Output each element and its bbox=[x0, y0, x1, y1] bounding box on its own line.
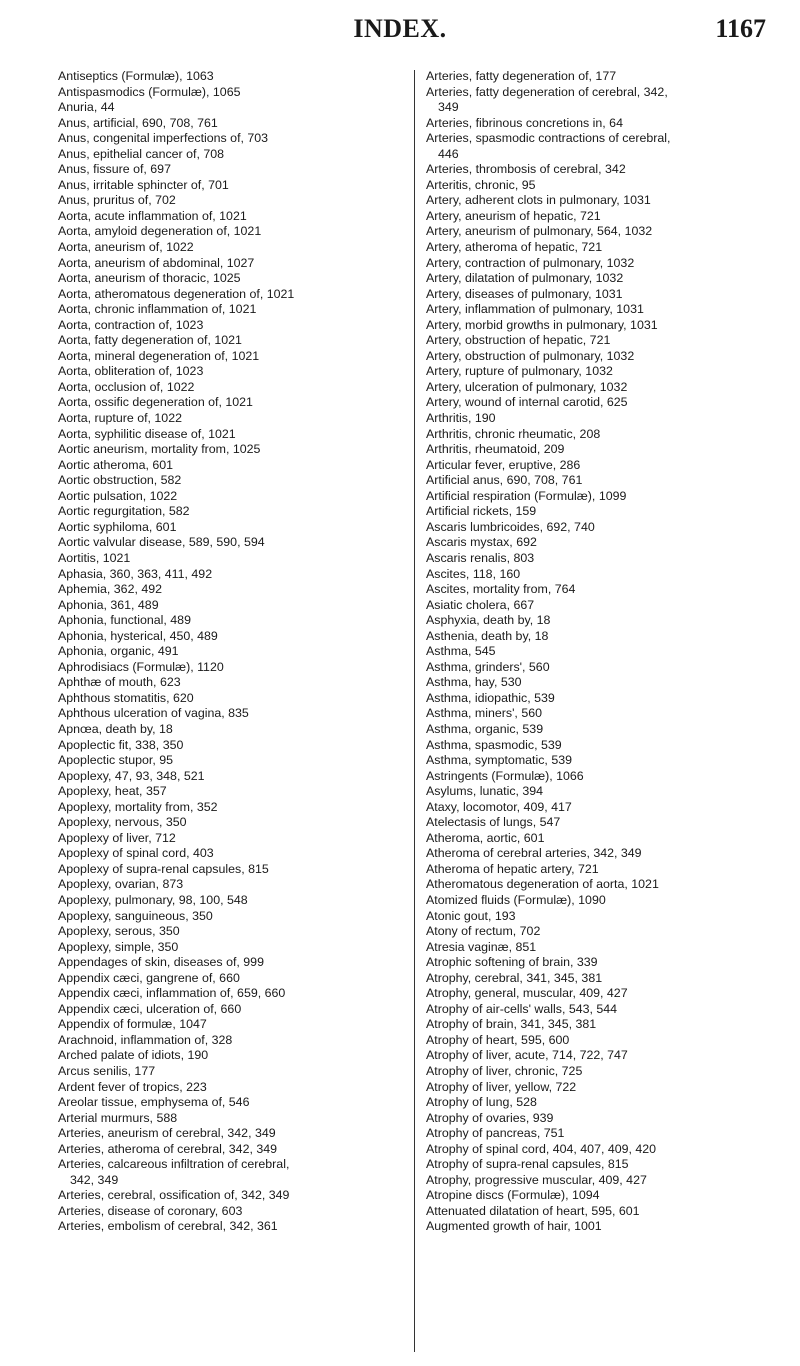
index-entry: Artery, contraction of pulmonary, 1032 bbox=[426, 255, 635, 270]
index-entry: Appendages of skin, diseases of, 999 bbox=[58, 955, 264, 970]
index-entry: Artery, obstruction of hepatic, 721 bbox=[426, 333, 611, 348]
index-entry: Apoplexy of spinal cord, 403 bbox=[58, 846, 214, 861]
index-entry: Ascites, mortality from, 764 bbox=[426, 582, 576, 597]
index-entry: Arteries, fatty degeneration of, 177 bbox=[426, 69, 617, 83]
index-entry: Arteries, embolism of cerebral, 342, 361 bbox=[58, 1219, 278, 1234]
index-entry: Aortic obstruction, 582 bbox=[58, 473, 182, 488]
index-entry: Artificial respiration (Formulæ), 1099 bbox=[426, 488, 627, 503]
index-entry: Apoplectic fit, 338, 350 bbox=[58, 737, 184, 752]
index-entry: Atheromatous degeneration of aorta, 1021 bbox=[426, 877, 659, 892]
index-entry: Aorta, amyloid degeneration of, 1021 bbox=[58, 224, 262, 239]
index-entry: Aortitis, 1021 bbox=[58, 550, 131, 565]
index-entry: Arteries, fatty degeneration of cerebral, 342, bbox=[426, 84, 668, 99]
page-title: INDEX. bbox=[353, 14, 447, 43]
index-entry: Artery, atheroma of hepatic, 721 bbox=[426, 240, 603, 255]
index-entry: Asphyxia, death by, 18 bbox=[426, 613, 551, 628]
index-entry: Asylums, lunatic, 394 bbox=[426, 784, 544, 799]
index-entry: Arachnoid, inflammation of, 328 bbox=[58, 1032, 233, 1047]
index-column-left bbox=[58, 69, 410, 1359]
index-entry: Arteries, atheroma of cerebral, 342, 349 bbox=[58, 1141, 278, 1156]
index-entry: Appendix cæci, inflammation of, 659, 660 bbox=[58, 986, 286, 1001]
index-entry: Anus, congenital imperfections of, 703 bbox=[58, 131, 269, 146]
index-entry: Astringents (Formulæ), 1066 bbox=[426, 768, 584, 783]
index-entry: Asthma, grinders', 560 bbox=[426, 659, 550, 674]
index-entry: Aphonia, organic, 491 bbox=[58, 644, 179, 659]
index-entry: Apoplexy, mortality from, 352 bbox=[58, 799, 218, 814]
index-entry: Aphonia, 361, 489 bbox=[58, 597, 159, 612]
index-entry: Aorta, mineral degeneration of, 1021 bbox=[58, 348, 260, 363]
index-entry: Aorta, contraction of, 1023 bbox=[58, 317, 204, 332]
index-entry: Anuria, 44 bbox=[58, 100, 115, 115]
page-number: 1167 bbox=[715, 14, 766, 43]
index-entry: Appendix of formulæ, 1047 bbox=[58, 1017, 207, 1032]
index-entry: Atrophy of lung, 528 bbox=[426, 1095, 537, 1110]
index-entry: Antispasmodics (Formulæ), 1065 bbox=[58, 84, 241, 99]
index-entry: Asthma, miners', 560 bbox=[426, 706, 542, 721]
index-entry: Aphonia, functional, 489 bbox=[58, 613, 191, 628]
index-entry: Atresia vaginæ, 851 bbox=[426, 939, 537, 954]
index-entry: Apoplexy of liver, 712 bbox=[58, 830, 176, 845]
index-entry: Augmented growth of hair, 1001 bbox=[426, 1219, 602, 1234]
page-header bbox=[0, 0, 800, 60]
index-entry: Areolar tissue, emphysema of, 546 bbox=[58, 1095, 250, 1110]
index-entry: Atonic gout, 193 bbox=[426, 908, 516, 923]
index-entry: Arteries, disease of coronary, 603 bbox=[58, 1203, 243, 1218]
index-entry: Artery, dilatation of pulmonary, 1032 bbox=[426, 271, 624, 286]
index-entry: Aorta, chronic inflammation of, 1021 bbox=[58, 302, 257, 317]
index-entry: Atropine discs (Formulæ), 1094 bbox=[426, 1188, 600, 1203]
index-entry: Atrophy of heart, 595, 600 bbox=[426, 1032, 570, 1047]
index-entry: Asthma, 545 bbox=[426, 644, 496, 659]
index-entry: Atrophy, progressive muscular, 409, 427 bbox=[426, 1172, 647, 1187]
index-entry: Artificial rickets, 159 bbox=[426, 504, 537, 519]
index-entry: Artery, adherent clots in pulmonary, 1031 bbox=[426, 193, 651, 208]
index-entry: Ascaris lumbricoides, 692, 740 bbox=[426, 519, 595, 534]
index-entry: Artery, rupture of pulmonary, 1032 bbox=[426, 364, 613, 379]
index-entry: Appendix cæci, gangrene of, 660 bbox=[58, 970, 240, 985]
index-entry: Atheroma of hepatic artery, 721 bbox=[426, 861, 599, 876]
index-entry: Artery, inflammation of pulmonary, 1031 bbox=[426, 302, 644, 317]
index-entry: Anus, artificial, 690, 708, 761 bbox=[58, 115, 218, 130]
index-entry: Asthma, idiopathic, 539 bbox=[426, 690, 555, 705]
index-entry: Apoplexy of supra-renal capsules, 815 bbox=[58, 861, 269, 876]
index-entry: Aortic regurgitation, 582 bbox=[58, 504, 190, 519]
index-entry: Atelectasis of lungs, 547 bbox=[426, 815, 561, 830]
index-entry: Apoplexy, pulmonary, 98, 100, 548 bbox=[58, 892, 248, 907]
index-entry: Asthma, hay, 530 bbox=[426, 675, 522, 690]
index-entry: Antiseptics (Formulæ), 1063 bbox=[58, 69, 214, 83]
index-entry: Apnœa, death by, 18 bbox=[58, 721, 173, 736]
index-entry: Aortic syphiloma, 601 bbox=[58, 519, 177, 534]
index-entry: Artery, ulceration of pulmonary, 1032 bbox=[426, 379, 628, 394]
index-entry: Apoplectic stupor, 95 bbox=[58, 753, 174, 768]
index-entry: Apoplexy, heat, 357 bbox=[58, 784, 167, 799]
index-column-right bbox=[426, 69, 776, 1359]
index-entry: Asthma, spasmodic, 539 bbox=[426, 737, 562, 752]
index-entry: Aorta, rupture of, 1022 bbox=[58, 411, 182, 426]
index-entry: Aorta, aneurism of, 1022 bbox=[58, 240, 194, 255]
index-entry: Atrophy of spinal cord, 404, 407, 409, 420 bbox=[426, 1141, 657, 1156]
index-entry: Aortic pulsation, 1022 bbox=[58, 488, 178, 503]
index-entry: Anus, fissure of, 697 bbox=[58, 162, 171, 177]
index-entry: Artery, aneurism of pulmonary, 564, 1032 bbox=[426, 224, 653, 239]
index-entry: Aorta, occlusion of, 1022 bbox=[58, 379, 195, 394]
index-entry: Ascites, 118, 160 bbox=[426, 566, 521, 581]
index-entry-continuation: 446 bbox=[438, 146, 459, 161]
index-entry: Anus, irritable sphincter of, 701 bbox=[58, 177, 229, 192]
index-entry: Attenuated dilatation of heart, 595, 601 bbox=[426, 1203, 640, 1218]
index-entry: Atony of rectum, 702 bbox=[426, 924, 541, 939]
index-entry: Artery, aneurism of hepatic, 721 bbox=[426, 208, 601, 223]
index-entry: Arteries, fibrinous concretions in, 64 bbox=[426, 115, 623, 130]
index-entry: Ardent fever of tropics, 223 bbox=[58, 1079, 207, 1094]
index-entry: Apoplexy, sanguineous, 350 bbox=[58, 908, 213, 923]
index-entry: Atrophy of air-cells' walls, 543, 544 bbox=[426, 1001, 618, 1016]
index-entry: Ascaris mystax, 692 bbox=[426, 535, 537, 550]
index-entry: Asthma, organic, 539 bbox=[426, 721, 544, 736]
index-entry: Apoplexy, serous, 350 bbox=[58, 924, 180, 939]
index-entry: Aortic valvular disease, 589, 590, 594 bbox=[58, 535, 265, 550]
index-entry: Articular fever, eruptive, 286 bbox=[426, 457, 581, 472]
index-entry: Anus, pruritus of, 702 bbox=[58, 193, 176, 208]
index-entry: Aphthous ulceration of vagina, 835 bbox=[58, 706, 249, 721]
index-entry: Artery, morbid growths in pulmonary, 1031 bbox=[426, 317, 658, 332]
index-entry: Aortic atheroma, 601 bbox=[58, 457, 174, 472]
index-entry: Aortic aneurism, mortality from, 1025 bbox=[58, 442, 261, 457]
index-entry: Arteries, spasmodic contractions of cerebral, bbox=[426, 131, 671, 146]
index-entry: Asiatic cholera, 667 bbox=[426, 597, 535, 612]
index-entry: Arcus senilis, 177 bbox=[58, 1064, 156, 1078]
index-entry: Aphrodisiacs (Formulæ), 1120 bbox=[58, 659, 224, 674]
index-entry-continuation: 342, 349 bbox=[70, 1172, 119, 1187]
index-entry: Apoplexy, nervous, 350 bbox=[58, 815, 187, 830]
index-entry: Arthritis, rheumatoid, 209 bbox=[426, 442, 565, 457]
index-entry: Atrophy of supra-renal capsules, 815 bbox=[426, 1157, 629, 1172]
index-entry: Aorta, atheromatous degeneration of, 1021 bbox=[58, 286, 295, 301]
index-entry: Aphemia, 362, 492 bbox=[58, 582, 163, 597]
index-entry: Aphonia, hysterical, 450, 489 bbox=[58, 628, 218, 643]
index-entry: Aorta, ossific degeneration of, 1021 bbox=[58, 395, 253, 410]
index-entry: Aorta, syphilitic disease of, 1021 bbox=[58, 426, 236, 441]
index-entry: Atrophy of pancreas, 751 bbox=[426, 1126, 565, 1141]
index-entry: Atrophy of liver, chronic, 725 bbox=[426, 1064, 583, 1078]
index-entry: Arterial murmurs, 588 bbox=[58, 1110, 178, 1125]
index-entry: Artificial anus, 690, 708, 761 bbox=[426, 473, 583, 488]
index-entry: Arthritis, 190 bbox=[426, 411, 496, 426]
column-divider bbox=[414, 70, 415, 1352]
index-entry: Aorta, acute inflammation of, 1021 bbox=[58, 208, 247, 223]
index-entry: Apoplexy, ovarian, 873 bbox=[58, 877, 184, 892]
index-entry: Atrophic softening of brain, 339 bbox=[426, 955, 598, 970]
index-entry: Anus, epithelial cancer of, 708 bbox=[58, 146, 225, 161]
index-entry: Artery, obstruction of pulmonary, 1032 bbox=[426, 348, 635, 363]
index-entry: Aorta, aneurism of abdominal, 1027 bbox=[58, 255, 255, 270]
index-entry: Arteritis, chronic, 95 bbox=[426, 177, 536, 192]
index-entry: Atrophy, general, muscular, 409, 427 bbox=[426, 986, 628, 1001]
index-entry: Aphasia, 360, 363, 411, 492 bbox=[58, 566, 213, 581]
index-entry: Atomized fluids (Formulæ), 1090 bbox=[426, 892, 606, 907]
index-entry: Apoplexy, 47, 93, 348, 521 bbox=[58, 768, 205, 783]
index-entry: Arteries, calcareous infiltration of cerebral, bbox=[58, 1157, 290, 1172]
index-entry: Apoplexy, simple, 350 bbox=[58, 939, 179, 954]
index-entry: Atrophy of ovaries, 939 bbox=[426, 1110, 554, 1125]
index-entry: Arteries, aneurism of cerebral, 342, 349 bbox=[58, 1126, 276, 1141]
index-entry: Arteries, cerebral, ossification of, 342, 349 bbox=[58, 1188, 290, 1203]
index-entry: Aorta, obliteration of, 1023 bbox=[58, 364, 204, 379]
index-entry: Artery, diseases of pulmonary, 1031 bbox=[426, 286, 623, 301]
index-entry: Atrophy of liver, acute, 714, 722, 747 bbox=[426, 1048, 628, 1063]
index-entry: Atheroma, aortic, 601 bbox=[426, 830, 545, 845]
index-entry: Appendix cæci, ulceration of, 660 bbox=[58, 1001, 242, 1016]
index-entry: Asthenia, death by, 18 bbox=[426, 628, 549, 643]
index-entry: Atrophy, cerebral, 341, 345, 381 bbox=[426, 970, 603, 985]
index-entry: Aorta, aneurism of thoracic, 1025 bbox=[58, 271, 241, 286]
index-entry: Aphthous stomatitis, 620 bbox=[58, 690, 194, 705]
index-entry: Aorta, fatty degeneration of, 1021 bbox=[58, 333, 242, 348]
index-entry: Ascaris renalis, 803 bbox=[426, 550, 535, 565]
index-entry: Atrophy of brain, 341, 345, 381 bbox=[426, 1017, 597, 1032]
index-entry: Asthma, symptomatic, 539 bbox=[426, 753, 572, 768]
index-entry-continuation: 349 bbox=[438, 100, 459, 115]
index-entry: Artery, wound of internal carotid, 625 bbox=[426, 395, 628, 410]
index-entry: Ataxy, locomotor, 409, 417 bbox=[426, 799, 572, 814]
index-entry: Arteries, thrombosis of cerebral, 342 bbox=[426, 162, 626, 177]
index-entry: Arthritis, chronic rheumatic, 208 bbox=[426, 426, 601, 441]
index-entry: Aphthæ of mouth, 623 bbox=[58, 675, 181, 690]
index-entry: Atheroma of cerebral arteries, 342, 349 bbox=[426, 846, 642, 861]
index-entry: Arched palate of idiots, 190 bbox=[58, 1048, 209, 1063]
index-entry: Atrophy of liver, yellow, 722 bbox=[426, 1079, 577, 1094]
